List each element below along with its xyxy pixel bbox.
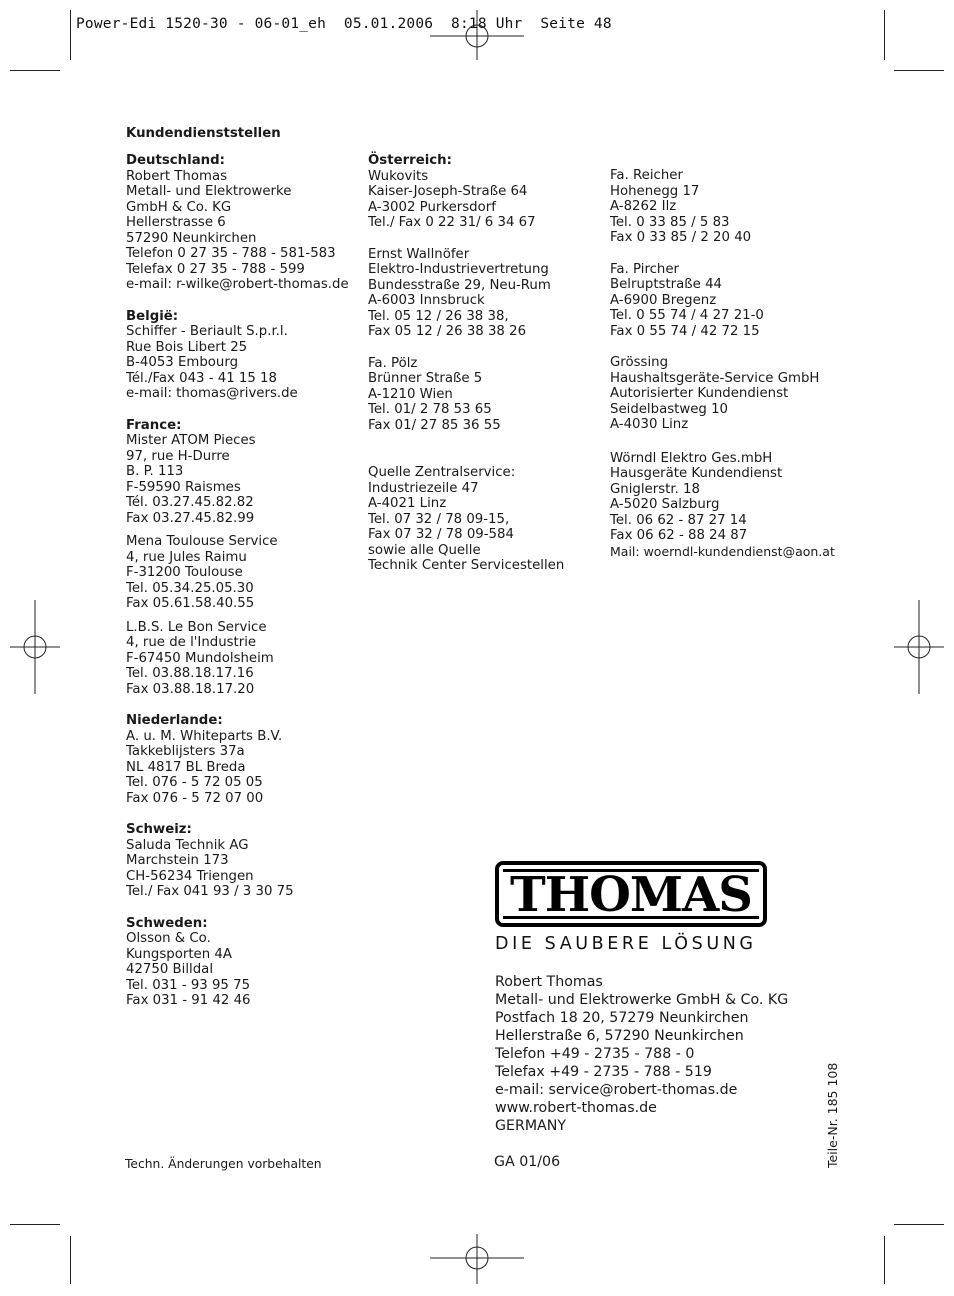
address-line: Elektro-Industrievertretung — [368, 262, 549, 277]
service-block-groessing — [610, 355, 835, 433]
service-block-woerndl — [610, 451, 835, 560]
address-line: e-mail: r-wilke@robert-thomas.de — [126, 277, 349, 292]
footer-note: Techn. Änderungen vorbehalten — [125, 1157, 322, 1171]
address-line: Olsson & Co. — [126, 931, 211, 946]
service-block-netherlands — [126, 713, 349, 806]
address-line: Mail: woerndl-kundendienst@aon.at — [610, 543, 835, 559]
address-line: Marchstein 173 — [126, 853, 229, 868]
address-line: Fax 0 33 85 / 2 20 40 — [610, 230, 752, 245]
address-line: Ernst Wallnöfer — [368, 246, 470, 262]
address-line: Fax 03.27.45.82.99 — [126, 510, 255, 526]
crop-mark — [884, 1236, 885, 1284]
address-line: Fax 01/ 27 85 36 55 — [368, 417, 501, 433]
version-label: GA 01/06 — [494, 1154, 561, 1170]
address-line: GmbH & Co. KG — [126, 199, 232, 215]
address-line: L.B.S. Le Bon Service — [126, 619, 267, 635]
address-line: Industriezeile 47 — [368, 480, 479, 496]
part-number: Teile-Nr. 185 108 — [825, 1062, 840, 1168]
address-line: A. u. M. Whiteparts B.V. — [126, 728, 283, 744]
address-line: Tel./ Fax 0 22 31/ 6 34 67 — [368, 215, 536, 230]
address-line: F-67450 Mundolsheim — [126, 650, 274, 666]
company-address-line: Postfach 18 20, 57279 Neunkirchen — [495, 1010, 749, 1026]
company-address-line: GERMANY — [495, 1118, 567, 1134]
crop-mark — [10, 1224, 60, 1225]
address-line: 42750 Billdal — [126, 962, 214, 977]
registration-mark-top — [430, 10, 524, 60]
company-address-line: www.robert-thomas.de — [495, 1100, 657, 1116]
address-line: Hohenegg 17 — [610, 183, 700, 199]
address-line: 57290 Neunkirchen — [126, 230, 257, 246]
address-line: Fax 05 12 / 26 38 38 26 — [368, 324, 527, 339]
address-line: Technik Center Servicestellen — [368, 558, 565, 573]
address-line: Robert Thomas — [126, 168, 228, 184]
crop-mark — [884, 10, 885, 60]
address-line: Hausgeräte Kundendienst — [610, 466, 783, 481]
page-title: Kundendienststellen — [126, 126, 281, 141]
address-line: 4, rue Jules Raimu — [126, 549, 247, 565]
address-line: Kaiser-Joseph-Straße 64 — [368, 184, 528, 199]
address-line: Tél. 03.27.45.82.82 — [126, 495, 254, 510]
address-line: Quelle Zentralservice: — [368, 465, 516, 480]
address-line: 97, rue H-Durre — [126, 448, 230, 464]
service-block-austria-2 — [368, 247, 564, 340]
service-block-pircher — [610, 262, 835, 340]
registration-mark-bottom — [430, 1234, 524, 1284]
address-line: Seidelbastweg 10 — [610, 401, 729, 417]
registration-mark-right — [894, 600, 944, 694]
address-line: Bundesstraße 29, Neu-Rum — [368, 277, 551, 293]
country-heading: Niederlande: — [126, 713, 223, 728]
service-block-france — [126, 418, 349, 527]
address-line: Tel./ Fax 041 93 / 3 30 75 — [126, 884, 294, 899]
service-block-quelle — [368, 465, 564, 574]
crop-mark — [894, 70, 944, 71]
address-line: e-mail: thomas@rivers.de — [126, 386, 298, 401]
address-line: Saluda Technik AG — [126, 837, 249, 853]
logo-wordmark: THOMAS — [503, 869, 759, 919]
service-column-1 — [126, 153, 349, 1009]
address-line: A-1210 Wien — [368, 386, 453, 402]
service-block-reicher — [610, 168, 835, 246]
company-address — [495, 973, 788, 1135]
crop-mark — [10, 70, 60, 71]
address-line: Grössing — [610, 355, 669, 370]
address-line: Fax 05.61.58.40.55 — [126, 596, 255, 611]
address-line: sowie alle Quelle — [368, 542, 481, 558]
service-block-france-2 — [126, 534, 349, 612]
address-line: A-8262 Ilz — [610, 199, 677, 214]
address-line: Schiffer - Beriault S.p.r.l. — [126, 324, 288, 339]
crop-mark — [70, 1236, 71, 1284]
registration-mark-left — [10, 600, 60, 694]
address-line: Tel. 06 62 - 87 27 14 — [610, 512, 747, 528]
address-line: F-59590 Raismes — [126, 479, 241, 495]
address-line: Fa. Reicher — [610, 168, 683, 183]
address-line: Belruptstraße 44 — [610, 277, 723, 292]
address-line: Fax 03.88.18.17.20 — [126, 681, 255, 697]
address-line: Kungsporten 4A — [126, 946, 232, 962]
address-line: Tel. 031 - 93 95 75 — [126, 977, 251, 993]
logo-tagline: DIE SAUBERE LÖSUNG — [495, 934, 757, 954]
crop-mark — [70, 10, 71, 60]
address-line: B-4053 Embourg — [126, 355, 239, 370]
address-line: 4, rue de l'Industrie — [126, 635, 257, 650]
address-line: Fax 076 - 5 72 07 00 — [126, 790, 264, 806]
address-line: Mena Toulouse Service — [126, 534, 278, 549]
address-line: Tel. 01/ 2 78 53 65 — [368, 402, 492, 417]
service-block-france-3 — [126, 620, 349, 698]
address-line: Rue Bois Libert 25 — [126, 339, 248, 355]
service-block-austria — [368, 153, 564, 231]
company-address-line: Hellerstraße 6, 57290 Neunkirchen — [495, 1028, 744, 1044]
address-line: Haushaltsgeräte-Service GmbH — [610, 370, 820, 386]
service-column-2 — [368, 153, 564, 574]
address-line: Wukovits — [368, 168, 429, 184]
address-line: Tel. 07 32 / 78 09-15, — [368, 511, 510, 527]
print-slug: Power-Edi 1520-30 - 06-01_eh 05.01.2006 8:18 Uhr Seite 48 — [76, 16, 612, 32]
address-line: Autorisierter Kundendienst — [610, 386, 789, 401]
address-line: Metall- und Elektrowerke — [126, 184, 292, 199]
address-line: Fax 07 32 / 78 09-584 — [368, 527, 514, 542]
address-line: Wörndl Elektro Ges.mbH — [610, 450, 773, 466]
service-block-austria-3 — [368, 356, 564, 434]
address-line: Fax 0 55 74 / 42 72 15 — [610, 323, 760, 339]
country-heading: Österreich: — [368, 153, 452, 168]
address-line: Gniglerstr. 18 — [610, 481, 700, 497]
company-address-line: Telefax +49 - 2735 - 788 - 519 — [495, 1064, 712, 1080]
service-block-sweden — [126, 916, 349, 1009]
service-block-switzerland — [126, 822, 349, 900]
address-line: A-6003 Innsbruck — [368, 293, 485, 308]
service-column-3 — [610, 168, 835, 559]
address-line: A-5020 Salzburg — [610, 497, 720, 512]
country-heading: Deutschland: — [126, 153, 225, 168]
company-address-line: Metall- und Elektrowerke GmbH & Co. KG — [495, 992, 789, 1008]
country-heading: Schweden: — [126, 915, 208, 931]
address-line: Tel. 0 55 74 / 4 27 21-0 — [610, 308, 764, 323]
address-line: Telefax 0 27 35 - 788 - 599 — [126, 261, 305, 277]
thomas-logo — [495, 861, 767, 927]
crop-mark — [894, 1224, 944, 1225]
address-line: Hellerstrasse 6 — [126, 215, 226, 230]
address-line: Fa. Pircher — [610, 261, 680, 277]
address-line: B. P. 113 — [126, 464, 184, 479]
address-line: F-31200 Toulouse — [126, 565, 243, 580]
address-line: NL 4817 BL Breda — [126, 759, 246, 775]
service-block-belgium — [126, 309, 349, 402]
address-line: Tel. 076 - 5 72 05 05 — [126, 775, 263, 790]
address-line: Tél./Fax 043 - 41 15 18 — [126, 370, 277, 386]
address-line: A-4021 Linz — [368, 496, 447, 511]
company-address-line: e-mail: service@robert-thomas.de — [495, 1082, 738, 1098]
address-line: Fax 031 - 91 42 46 — [126, 993, 251, 1008]
address-line: Tel. 03.88.18.17.16 — [126, 666, 254, 681]
address-line: A-6900 Bregenz — [610, 292, 717, 308]
address-line: Mister ATOM Pieces — [126, 433, 256, 448]
address-line: A-4030 Linz — [610, 417, 689, 432]
address-line: Tel. 05 12 / 26 38 38, — [368, 308, 509, 324]
address-line: Brünner Straße 5 — [368, 371, 483, 386]
country-heading: Schweiz: — [126, 822, 192, 837]
address-line: A-3002 Purkersdorf — [368, 199, 496, 215]
country-heading: France: — [126, 417, 182, 433]
company-address-line: Robert Thomas — [495, 974, 603, 990]
address-line: Tel. 05.34.25.05.30 — [126, 580, 254, 596]
company-address-line: Telefon +49 - 2735 - 788 - 0 — [495, 1046, 695, 1062]
address-line: Fa. Pölz — [368, 355, 418, 371]
address-line: Takkeblijsters 37a — [126, 744, 245, 759]
address-line: Fax 06 62 - 88 24 87 — [610, 528, 748, 543]
service-block-germany — [126, 153, 349, 293]
address-line: Telefon 0 27 35 - 788 - 581-583 — [126, 246, 336, 261]
address-line: CH-56234 Triengen — [126, 868, 254, 884]
address-line: Tel. 0 33 85 / 5 83 — [610, 214, 730, 230]
country-heading: België: — [126, 308, 179, 324]
